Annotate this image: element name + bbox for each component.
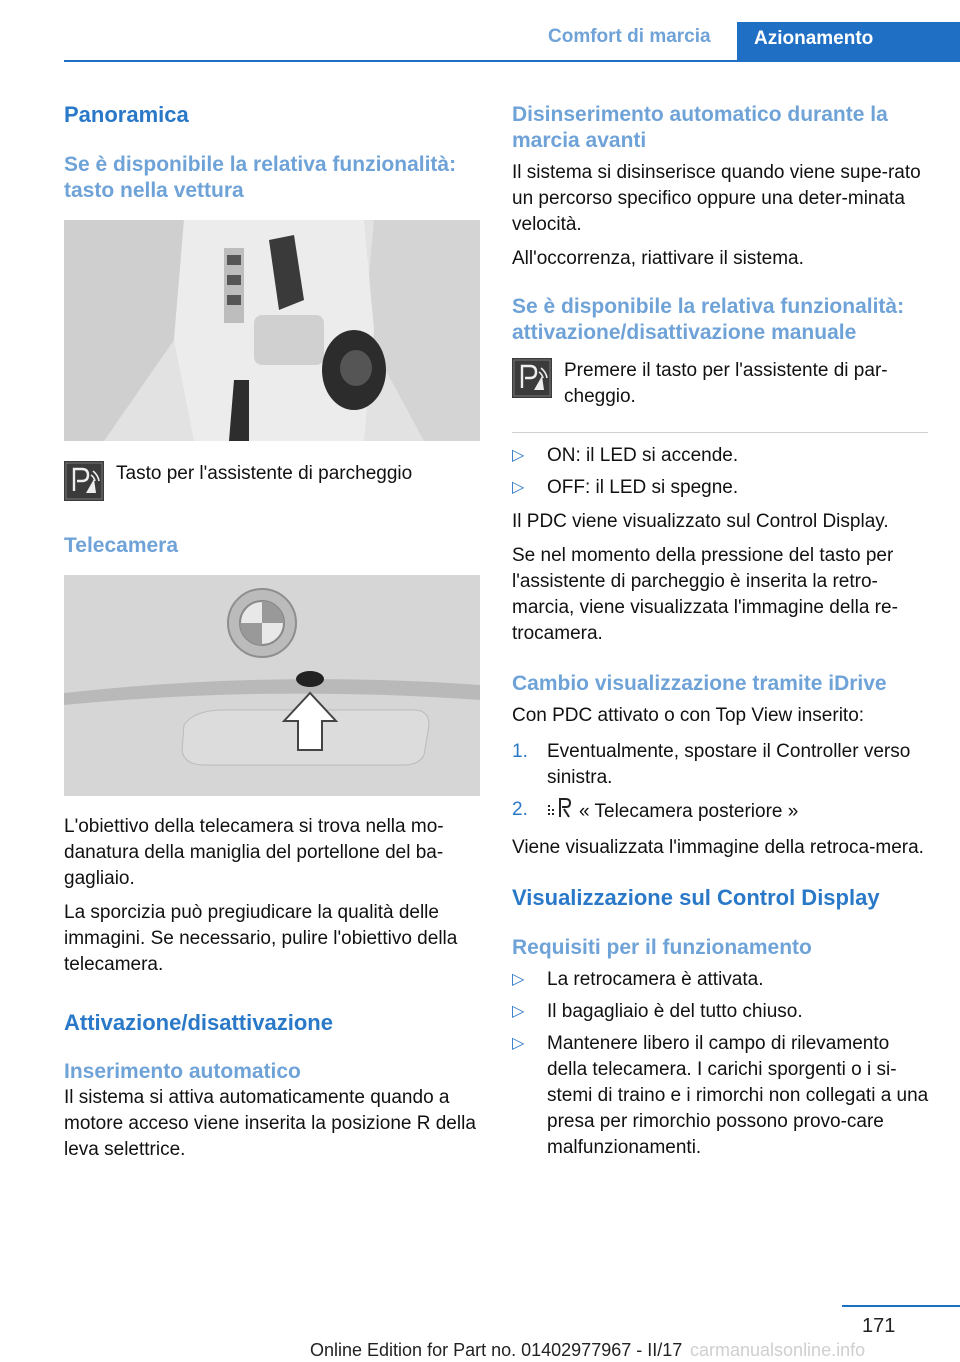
heading-activation: Attivazione/disattivazione: [64, 1010, 333, 1035]
list-item: ▷ ON: il LED si accende.: [512, 443, 932, 469]
heading-camera: Telecamera: [64, 534, 179, 557]
button-caption-row: [64, 461, 480, 501]
triangle-bullet-icon: ▷: [512, 479, 525, 496]
steps-list: [512, 739, 932, 827]
watermark: carmanualsonline.info: [690, 1340, 866, 1360]
list-item: ▷ La retrocamera è attivata.: [512, 967, 932, 993]
rear-camera-icon: [547, 797, 571, 827]
section-tab[interactable]: Comfort di marcia: [548, 26, 711, 47]
manual-row: [512, 358, 932, 410]
triangle-bullet-icon: ▷: [512, 447, 525, 464]
heading-idrive: Cambio visualizzazione tramite iDrive: [512, 672, 887, 695]
footer-rule: [842, 1305, 960, 1307]
reactivate-text: All'occorrenza, riattivare il sistema.: [512, 248, 804, 269]
requirements-list: [512, 967, 932, 1161]
left-column: [64, 100, 480, 1163]
heading-manual: Se è disponibile la relativa funzionalità: attivazione/disattivazione manuale: [512, 295, 905, 344]
list-item: 2. « Telecamera posteriore »: [512, 797, 932, 827]
page-number: 171: [862, 1315, 896, 1337]
list-item: ▷ Mantenere libero il campo di rilevamento della telecamera. I carichi sporgenti o i si‐stemi di traino e i rimorchi non collegati a una presa per rimorchio possono provo‐care malfunzionamenti.: [512, 1033, 929, 1158]
list-item: ▷ Il bagagliaio è del tutto chiuso.: [512, 999, 932, 1025]
triangle-bullet-icon: ▷: [512, 971, 525, 988]
parking-assistant-button-icon: [512, 358, 552, 398]
heading-auto-on: Inserimento automatico: [64, 1060, 301, 1083]
auto-on-text: Il sistema si attiva automaticamente quando a motore acceso viene inserita la posizione R della leva selettrice.: [64, 1087, 476, 1160]
idrive-text: Con PDC attivato o con Top View inserito:: [512, 705, 865, 726]
heading-button: Se è disponibile la relativa funzionalità: tasto nella vettura: [64, 153, 457, 202]
tailgate-camera-photo: [64, 575, 480, 796]
heading-auto-off: Disinserimento automatico durante la marcia avanti: [512, 103, 888, 152]
heading-display: Visualizzazione sul Control Display: [512, 885, 880, 910]
heading-overview: Panoramica: [64, 102, 189, 127]
parking-assistant-button-icon: [64, 461, 104, 501]
reverse-text: Se nel momento della pressione del tasto per l'assistente di parcheggio è inserita la retro‐marcia, viene visualizzata l'immagine della re‐trocamera.: [512, 545, 898, 644]
chapter-tab[interactable]: Azionamento: [737, 22, 960, 61]
button-caption: Tasto per l'assistente di parcheggio: [116, 463, 413, 484]
manual-text: Premere il tasto per l'assistente di par‐cheggio.: [564, 360, 888, 407]
led-list: [512, 443, 932, 501]
right-column: [512, 100, 932, 1161]
edition-text: Online Edition for Part no. 01402977967 - II/17: [310, 1340, 683, 1360]
camera-dirt-text: La sporcizia può pregiudicare la qualità delle immagini. Se necessario, pulire l'obiettivo della telecamera.: [64, 902, 458, 975]
header-rule: [64, 60, 960, 62]
console-photo: [64, 220, 480, 441]
page-header: [0, 0, 960, 62]
divider: [512, 432, 928, 433]
auto-off-text: Il sistema si disinserisce quando viene supe‐rato un percorso specifico oppure una deter‐minata velocità.: [512, 162, 921, 235]
list-item: ▷ OFF: il LED si spegne.: [512, 475, 932, 501]
triangle-bullet-icon: ▷: [512, 1035, 525, 1052]
rear-image-text: Viene visualizzata l'immagine della retroca‐mera.: [512, 837, 924, 858]
heading-requirements: Requisiti per il funzionamento: [512, 936, 812, 959]
list-item: 1. Eventualmente, spostare il Controller verso sinistra.: [512, 741, 911, 788]
camera-location-text: L'obiettivo della telecamera si trova nella mo‐danatura della maniglia del portellone del ba‐gagliaio.: [64, 816, 444, 889]
triangle-bullet-icon: ▷: [512, 1003, 525, 1020]
pdc-text: Il PDC viene visualizzato sul Control Display.: [512, 511, 889, 532]
